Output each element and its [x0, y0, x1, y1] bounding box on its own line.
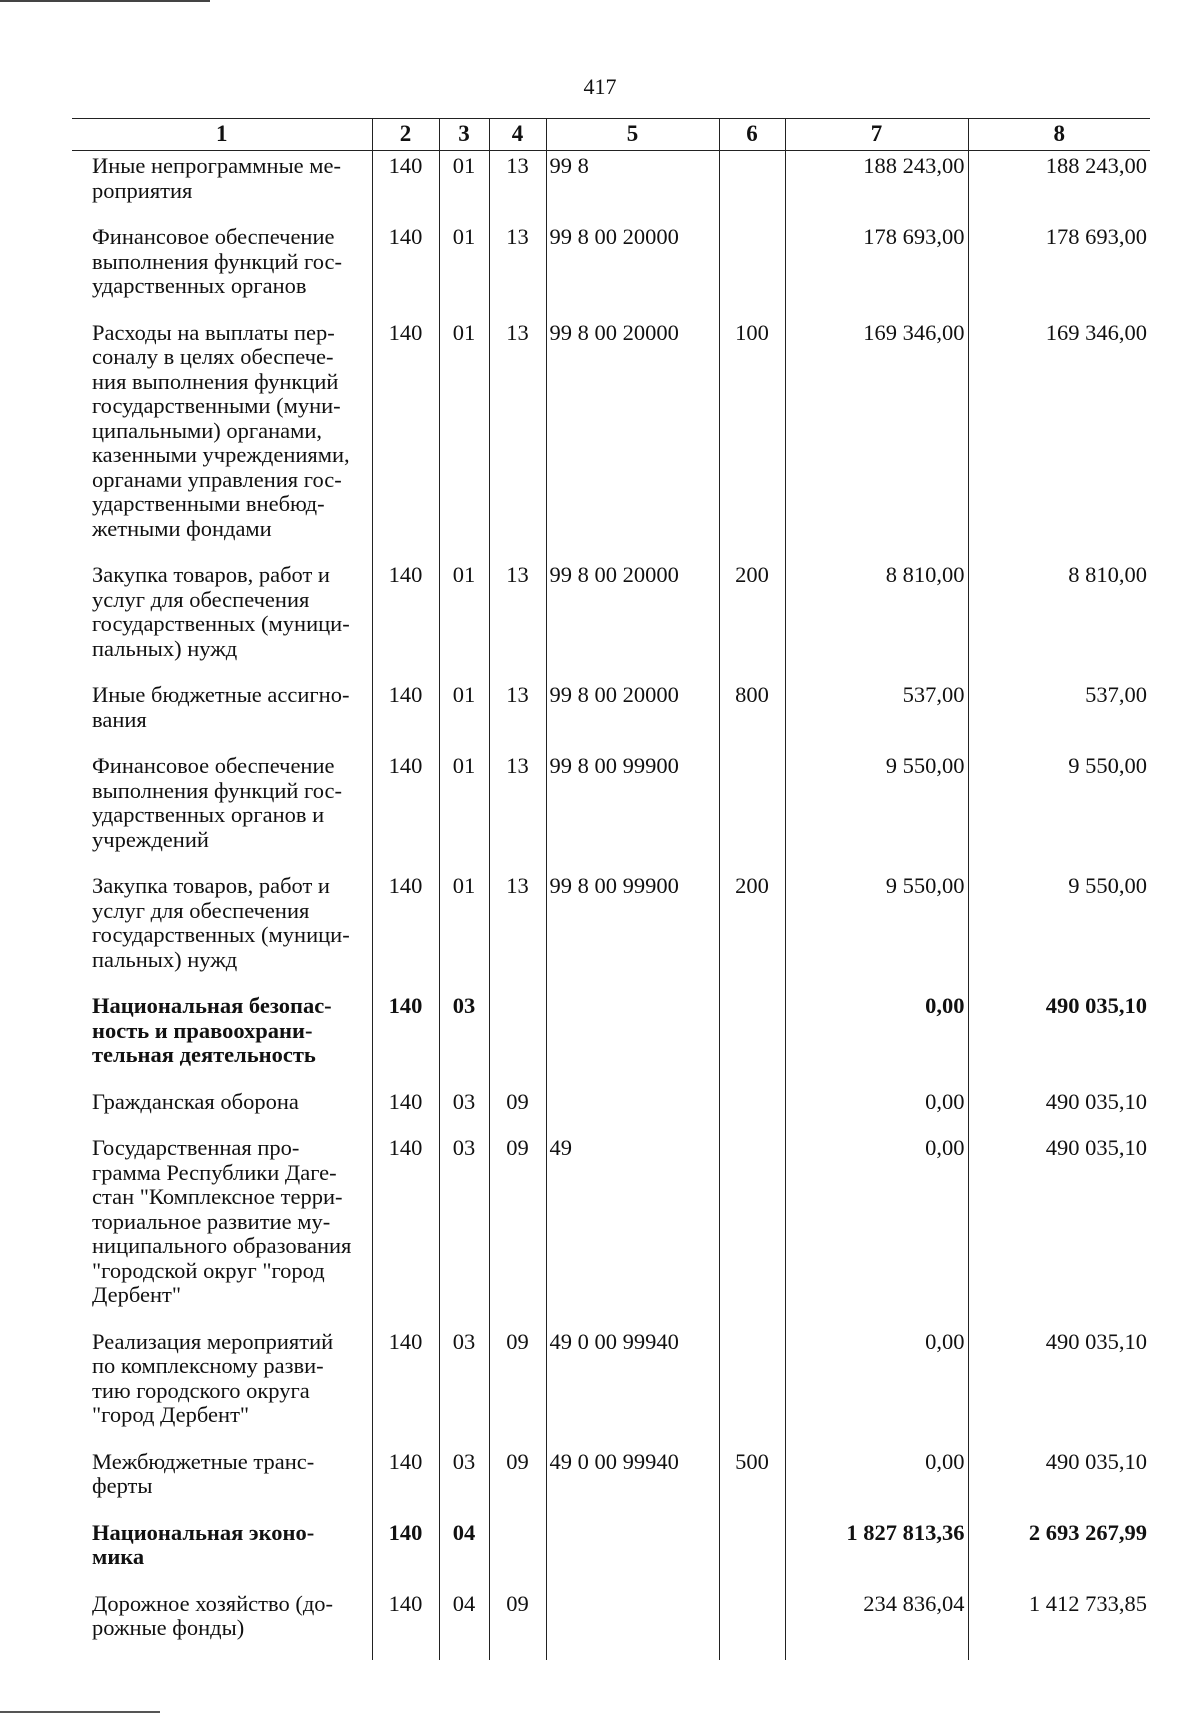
- amount-col7-cell: 0,00: [785, 1133, 968, 1327]
- code-gr-cell: 140: [372, 751, 439, 871]
- code-vr-cell: [719, 1589, 785, 1660]
- header-cell-5: 5: [546, 119, 719, 151]
- code-pr-cell: 13: [489, 680, 546, 751]
- amount-col8-cell: 490 035,10: [968, 991, 1150, 1087]
- header-row: [72, 119, 1150, 151]
- code-pr-cell: [489, 991, 546, 1087]
- header-cell-1: 1: [72, 119, 372, 151]
- amount-col7-cell: 0,00: [785, 1087, 968, 1134]
- amount-col7-cell: 0,00: [785, 1447, 968, 1518]
- amount-col8-cell: 178 693,00: [968, 222, 1150, 318]
- code-pr-cell: 09: [489, 1447, 546, 1518]
- header-cell-7: 7: [785, 119, 968, 151]
- code-gr-cell: 140: [372, 151, 439, 223]
- table-row: [72, 560, 1150, 680]
- amount-col8-cell: 490 035,10: [968, 1133, 1150, 1327]
- code-vr-cell: 200: [719, 560, 785, 680]
- table-row: [72, 1327, 1150, 1447]
- code-rz-cell: 04: [439, 1589, 489, 1660]
- code-vr-cell: [719, 751, 785, 871]
- code-csr-cell: [546, 1589, 719, 1660]
- amount-col8-cell: 537,00: [968, 680, 1150, 751]
- code-gr-cell: 140: [372, 680, 439, 751]
- code-gr-cell: 140: [372, 871, 439, 991]
- code-pr-cell: 13: [489, 560, 546, 680]
- amount-col7-cell: 234 836,04: [785, 1589, 968, 1660]
- code-rz-cell: 03: [439, 1087, 489, 1134]
- code-gr-cell: 140: [372, 1447, 439, 1518]
- amount-col8-cell: 1 412 733,85: [968, 1589, 1150, 1660]
- code-gr-cell: 140: [372, 318, 439, 561]
- code-pr-cell: 13: [489, 222, 546, 318]
- code-rz-cell: 01: [439, 751, 489, 871]
- code-rz-cell: 01: [439, 151, 489, 223]
- code-pr-cell: [489, 1518, 546, 1589]
- code-vr-cell: [719, 1087, 785, 1134]
- item-name-cell: Закупка товаров, работ и услуг для обеспечения государственных (муници- пальных) нужд: [92, 562, 350, 661]
- item-name-cell: Гражданская оборона: [92, 1088, 299, 1114]
- code-pr-cell: 13: [489, 751, 546, 871]
- amount-col7-cell: 169 346,00: [785, 318, 968, 561]
- code-gr-cell: 140: [372, 1133, 439, 1327]
- code-rz-cell: 01: [439, 680, 489, 751]
- code-pr-cell: 09: [489, 1087, 546, 1134]
- item-name-cell: Закупка товаров, работ и услуг для обеспечения государственных (муници- пальных) нужд: [92, 873, 350, 972]
- code-gr-cell: 140: [372, 1087, 439, 1134]
- code-csr-cell: [546, 991, 719, 1087]
- amount-col7-cell: 9 550,00: [785, 751, 968, 871]
- code-vr-cell: 800: [719, 680, 785, 751]
- amount-col8-cell: 490 035,10: [968, 1087, 1150, 1134]
- amount-col7-cell: 0,00: [785, 1327, 968, 1447]
- code-rz-cell: 03: [439, 1327, 489, 1447]
- code-rz-cell: 03: [439, 1133, 489, 1327]
- code-pr-cell: 09: [489, 1327, 546, 1447]
- item-name-cell: Дорожное хозяйство (до- рожные фонды): [92, 1590, 334, 1640]
- header-cell-6: 6: [719, 119, 785, 151]
- amount-col7-cell: 178 693,00: [785, 222, 968, 318]
- code-gr-cell: 140: [372, 560, 439, 680]
- item-name-cell: Финансовое обеспечение выполнения функций гос- ударственных органов: [92, 224, 342, 298]
- item-name-cell: Иные непрограммные ме- роприятия: [92, 153, 342, 203]
- table-row: [72, 222, 1150, 318]
- item-name-cell: Межбюджетные транс- ферты: [92, 1448, 315, 1498]
- code-csr-cell: 49 0 00 99940: [546, 1327, 719, 1447]
- amount-col7-cell: 537,00: [785, 680, 968, 751]
- amount-col7-cell: 188 243,00: [785, 151, 968, 223]
- item-name-cell: Иные бюджетные ассигно- вания: [92, 682, 350, 732]
- amount-col8-cell: 490 035,10: [968, 1327, 1150, 1447]
- header-cell-8: 8: [968, 119, 1150, 151]
- budget-table: [72, 118, 1150, 1660]
- code-csr-cell: [546, 1087, 719, 1134]
- amount-col7-cell: 8 810,00: [785, 560, 968, 680]
- code-rz-cell: 01: [439, 560, 489, 680]
- amount-col8-cell: 2 693 267,99: [968, 1518, 1150, 1589]
- code-vr-cell: [719, 1133, 785, 1327]
- table-row: [72, 680, 1150, 751]
- table-row: [72, 1589, 1150, 1660]
- amount-col8-cell: 490 035,10: [968, 1447, 1150, 1518]
- table-row: [72, 1518, 1150, 1589]
- amount-col8-cell: 9 550,00: [968, 871, 1150, 991]
- item-name-cell: Реализация мероприятий по комплексному разви- тию городского округа "город Дербент": [92, 1328, 334, 1427]
- code-csr-cell: 99 8 00 99900: [546, 751, 719, 871]
- table-row: [72, 1447, 1150, 1518]
- table-row: [72, 1133, 1150, 1327]
- code-csr-cell: [546, 1518, 719, 1589]
- code-vr-cell: 100: [719, 318, 785, 561]
- item-name-cell: Национальная безопас- ность и правоохрани- тельная деятельность: [92, 993, 332, 1067]
- header-cell-2: 2: [372, 119, 439, 151]
- code-vr-cell: [719, 151, 785, 223]
- item-name-cell: Расходы на выплаты пер- соналу в целях обеспече- ния выполнения функций государственными (муни- ципальными) органами, казенными учреждениями, органами управления гос- ударственными внебюд- жетными фондами: [92, 319, 350, 541]
- code-csr-cell: 99 8 00 20000: [546, 680, 719, 751]
- code-csr-cell: 99 8 00 20000: [546, 560, 719, 680]
- code-pr-cell: 13: [489, 151, 546, 223]
- amount-col8-cell: 188 243,00: [968, 151, 1150, 223]
- header-cell-4: 4: [489, 119, 546, 151]
- code-rz-cell: 03: [439, 991, 489, 1087]
- code-csr-cell: 99 8 00 99900: [546, 871, 719, 991]
- table-row: [72, 151, 1150, 223]
- table-row: [72, 1087, 1150, 1134]
- code-vr-cell: [719, 1327, 785, 1447]
- amount-col7-cell: 0,00: [785, 991, 968, 1087]
- code-vr-cell: 500: [719, 1447, 785, 1518]
- item-name-cell: Государственная про- грамма Республики Даге- стан "Комплексное терри- ториальное развитие му- ниципального образования "городской округ "город Дербент": [92, 1135, 352, 1307]
- amount-col8-cell: 8 810,00: [968, 560, 1150, 680]
- code-csr-cell: 99 8: [546, 151, 719, 223]
- code-vr-cell: 200: [719, 871, 785, 991]
- code-gr-cell: 140: [372, 1518, 439, 1589]
- code-rz-cell: 01: [439, 871, 489, 991]
- code-vr-cell: [719, 222, 785, 318]
- code-csr-cell: 99 8 00 20000: [546, 318, 719, 561]
- amount-col8-cell: 9 550,00: [968, 751, 1150, 871]
- amount-col7-cell: 1 827 813,36: [785, 1518, 968, 1589]
- code-pr-cell: 09: [489, 1589, 546, 1660]
- code-gr-cell: 140: [372, 1589, 439, 1660]
- code-pr-cell: 13: [489, 318, 546, 561]
- item-name-cell: Национальная эконо- мика: [92, 1519, 315, 1569]
- table-row: [72, 991, 1150, 1087]
- table-body: [72, 151, 1150, 1660]
- header-cell-3: 3: [439, 119, 489, 151]
- code-gr-cell: 140: [372, 991, 439, 1087]
- top-rule: [0, 0, 210, 2]
- code-pr-cell: 09: [489, 1133, 546, 1327]
- code-vr-cell: [719, 1518, 785, 1589]
- page-number: 417: [583, 74, 617, 99]
- code-gr-cell: 140: [372, 1327, 439, 1447]
- code-rz-cell: 01: [439, 222, 489, 318]
- code-csr-cell: 49 0 00 99940: [546, 1447, 719, 1518]
- table-row: [72, 751, 1150, 871]
- code-gr-cell: 140: [372, 222, 439, 318]
- code-csr-cell: 49: [546, 1133, 719, 1327]
- code-vr-cell: [719, 991, 785, 1087]
- amount-col7-cell: 9 550,00: [785, 871, 968, 991]
- item-name-cell: Финансовое обеспечение выполнения функций гос- ударственных органов и учреждений: [92, 753, 342, 852]
- table-row: [72, 871, 1150, 991]
- amount-col8-cell: 169 346,00: [968, 318, 1150, 561]
- code-csr-cell: 99 8 00 20000: [546, 222, 719, 318]
- code-pr-cell: 13: [489, 871, 546, 991]
- code-rz-cell: 01: [439, 318, 489, 561]
- code-rz-cell: 03: [439, 1447, 489, 1518]
- code-rz-cell: 04: [439, 1518, 489, 1589]
- table-row: [72, 318, 1150, 561]
